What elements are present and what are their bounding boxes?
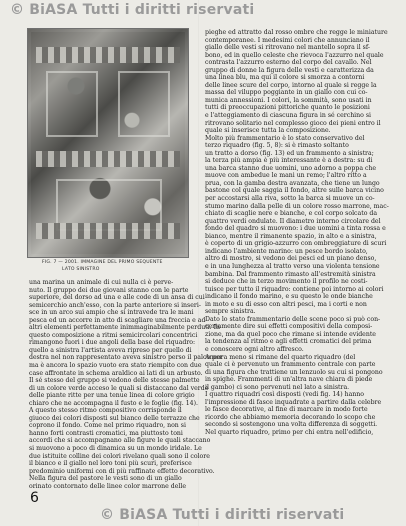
text-line: bianco, mentre il rimanente spazio, in alto e a sinistra, <box>205 232 377 240</box>
text-line: e l'atteggiamento di ciascuna figura in sé cerchino si <box>205 112 371 120</box>
text-line: ritrovano solitario nel complesso gioco dei pieni entro il <box>205 119 381 127</box>
text-line: fondo del quadro si muovono: i due uomini a tinta rossa e <box>205 225 386 233</box>
text-line: il bianco e il giallo nel loro toni più scuri, preferisce <box>29 460 192 468</box>
text-line: semicerchio anch'esso, con la parte anteriore si inseri- <box>29 301 201 309</box>
text-line: quale si inserisce tutta la composizione. <box>205 127 331 135</box>
text-line: quale ci è pervenuto un frammento centrale con parte <box>205 361 376 369</box>
text-line: la tendenza al ritmo e agli effetti cromatici del prima <box>205 338 372 346</box>
text-line: bastone col quale saggia il fondo, altre sulle barca vicino <box>205 187 384 195</box>
watermark-top: © BiASA Tutti i diritti riservati <box>10 2 255 18</box>
text-line: contrasta l'azzurro esterno del corpo del cavallo. Nel <box>205 59 372 67</box>
text-line: e conoscere ogni altro affresco. <box>205 345 304 353</box>
text-line: e in una lunghezza al tratto verso una violenta tensione <box>205 262 380 270</box>
text-line: questo composizione a ritmi semicircolari concentrici <box>29 331 198 339</box>
text-line: superiore, del dorso ad una e alle code di un ansa di cui <box>29 294 205 302</box>
text-line: accordi che si accompagnano alle figure le quali staccano <box>29 437 211 445</box>
text-line: I quattro riquadri così disposti (vedi fig. 14) hanno <box>205 391 364 399</box>
text-line: si deduce che in terzo movimento il profilo ne costi- <box>205 278 368 286</box>
text-line: bambina. Dal frammento rimasto all'estremità sinistra <box>205 270 376 278</box>
text-line: tutti di preoccupazioni pittoriche quanto le posizioni <box>205 104 370 112</box>
text-line: hanno forti contrasti cromatici, ma piuttosto toni <box>29 429 183 437</box>
text-line: delle linee scure del corpo, intorno al quale si regge la <box>205 81 377 89</box>
figure-caption-line-1: FIG. 7 — 2001. IMMAGINE DEL PRIMO SEQUENTE <box>42 260 163 265</box>
text-line: il gambo) ci sono pervenuti nel lato a sinistra. <box>205 383 350 391</box>
text-line: Molto più frammentario è lo stato conservativo del <box>205 134 365 142</box>
text-line: sempre sinistra. <box>205 308 256 316</box>
text-line: nuto. Il gruppo dei due giovani stanno con le parte <box>29 286 189 294</box>
text-line: giallo delle vesti si ritrovano nel mantello sopra il sf- <box>205 44 371 52</box>
text-line: muove con ambedue le mani un remo; l'altro ritto a <box>205 172 367 180</box>
figure-decorative-band-top <box>36 47 180 63</box>
text-line: munica annessioni. I colori, la sommità, sono usati in <box>205 96 372 104</box>
text-line: ma è ancora lo spazio vuoto era stato riempito con due <box>29 362 202 370</box>
text-line: massa del viluppo poggiante in un giallo con cui co- <box>205 89 368 97</box>
text-line: altro di mostro, si vedono dei pesci ed un piano denso, <box>205 255 377 263</box>
text-line: terzo riquadro (fig. 5, 8): si è rimasto soltanto <box>205 142 349 150</box>
left-text-column <box>29 279 223 490</box>
text-line: contemporanee. I medesimi colori che annunciano il <box>205 36 370 44</box>
text-line: Nella figura del pastore le vesti sono di un giallo <box>29 475 182 483</box>
text-line: una barca stanno due uomini, uno adorno a poppa che <box>205 164 377 172</box>
text-line: ricordo che abbiamo memoria decorando lo scopo che <box>205 413 376 421</box>
text-line: certamente dire sui effetti compositivi della composi- <box>205 323 373 331</box>
text-line: le fasce decorative, al fine di marcare in modo forte <box>205 406 368 414</box>
text-line: pieghe ed attratto dal rosso ombre che regge le miniature <box>205 29 388 36</box>
text-line: indicano l'ambiente marino: un pesce bordo isolato, <box>205 247 368 255</box>
text-line: Dato lo stato frammentario delle scene poco si può con- <box>205 315 381 323</box>
figure-panel-left <box>46 71 98 137</box>
text-line: secondo si sostengono una volta differenza di soggetti. <box>205 421 378 429</box>
fresco-figure-image <box>27 28 189 258</box>
figure-caption-line-2: LATO SINISTRO <box>62 267 100 272</box>
text-line: di un colore verde acceso le quali si distaccano dal verde <box>29 384 209 392</box>
figure-panel-right <box>118 71 170 137</box>
text-line: pesca ed un accorre in atto di scagliare una freccia e ad <box>29 316 206 324</box>
text-line: si muovono a poco di dinamica su un mondo iridale. Le <box>29 445 202 453</box>
text-line: di una figura che trattiene un lenzuolo su cui si pongono <box>205 368 383 376</box>
text-line: bono, ed in quello celeste che rievoca l'azzurro nel quale <box>205 51 384 59</box>
text-line: un tratto a dorso (fig. 13) ed un frammento a sinistra; <box>205 149 374 157</box>
text-line: zione, ma da quel poco che rimane si intende evidente <box>205 330 376 338</box>
text-line: orinato contornato delle linee color marrone delle <box>29 482 187 490</box>
page-number: 6 <box>30 490 39 506</box>
text-line: gruppo di donne la figura delle vesti e caratterizza da <box>205 66 374 74</box>
text-line: tuisce per tutto il riquadro: contiene poi intorno ai colori <box>205 285 384 293</box>
text-line: coprono il fondo. Come nel primo riquadro, non si <box>29 422 186 430</box>
text-line: due istituite colline dei colori rivelano quali sono il colore <box>29 452 210 460</box>
text-line: una linea blu, ma qui il colore si smorza a contorni <box>205 74 365 82</box>
text-line: è coperto di un grigio-azzurro con ombreggiature di scuri <box>205 240 387 248</box>
text-line: prua, con la gamba destra avanzata, che tiene un lungo <box>205 179 380 187</box>
text-line: chiato di scaglie nere e bianche, e col corpo solcato da <box>205 210 378 218</box>
figure-caption <box>42 259 192 273</box>
text-line: stumo marino dalla pelle di un colore rosso marrone, mac- <box>205 202 389 210</box>
text-line: predominio uniformi con di più raffinate effetto decorativo. <box>29 467 215 475</box>
text-line: una marina un animale di cui nulla ci è perve- <box>29 279 174 286</box>
text-line: case affrontate in schema araldico ai lati di un arbusto. <box>29 369 203 377</box>
text-line: delle piante ritte per una tenue linea di colore grigio <box>29 392 195 400</box>
text-line: altri elementi perfettamente inimmaginabilmente perduti. In <box>29 324 221 332</box>
text-line: in spighe. Frammenti di un'altra nave chiara di piede <box>205 376 373 384</box>
figure-decorative-band-bottom <box>36 223 180 239</box>
watermark-bottom: © BiASA Tutti i diritti riservati <box>100 507 345 523</box>
text-line: giuoco dei colori disposti sul bianco delle terrazze che <box>29 414 200 422</box>
figure-decorative-band-middle <box>36 151 180 167</box>
text-line: sce in un arco sui ampio che si intravede tra le mani <box>29 309 194 317</box>
text-line: l'impressione di fasce inquadrate a partire dalla celebre <box>205 398 382 406</box>
text-line: quattro verdi ondulate. Il diametro interno circolare del <box>205 217 381 225</box>
right-text-column <box>205 29 393 437</box>
text-line: destra nel non rappresentato aveva sinistro perso il palco per <box>29 354 223 362</box>
text-line: Il sé stesso del gruppo si vedono delle stesse palmette <box>29 377 200 385</box>
text-line: Nel quarto riquadro, primo per chi entra nell'edificio, <box>205 428 374 436</box>
text-line: chiaro che ne accompagna il fusto e le foglie (fig. 14). <box>29 399 198 407</box>
text-line: in moto e su di esso con altri pesci, ma i corti e non <box>205 300 367 308</box>
text-line: rimangono fuori i due angoli della base del riquadro: <box>29 339 196 347</box>
text-line: quello a sinistra l'artista aveva ripreso per quello di <box>29 346 192 354</box>
text-line: indicano il fondo marino, e su questo le onde bianche <box>205 293 373 301</box>
text-line: per accostarsi alla riva, sotto la barca si muove un co- <box>205 195 375 203</box>
text-line: la terza più ampia è più interessante è a destra: su di <box>205 157 373 165</box>
text-line: A questo stesso ritmo compositivo corrisponde il <box>29 407 182 415</box>
text-line: Ancora meno si rimane del quarto riquadro (del <box>205 353 356 361</box>
